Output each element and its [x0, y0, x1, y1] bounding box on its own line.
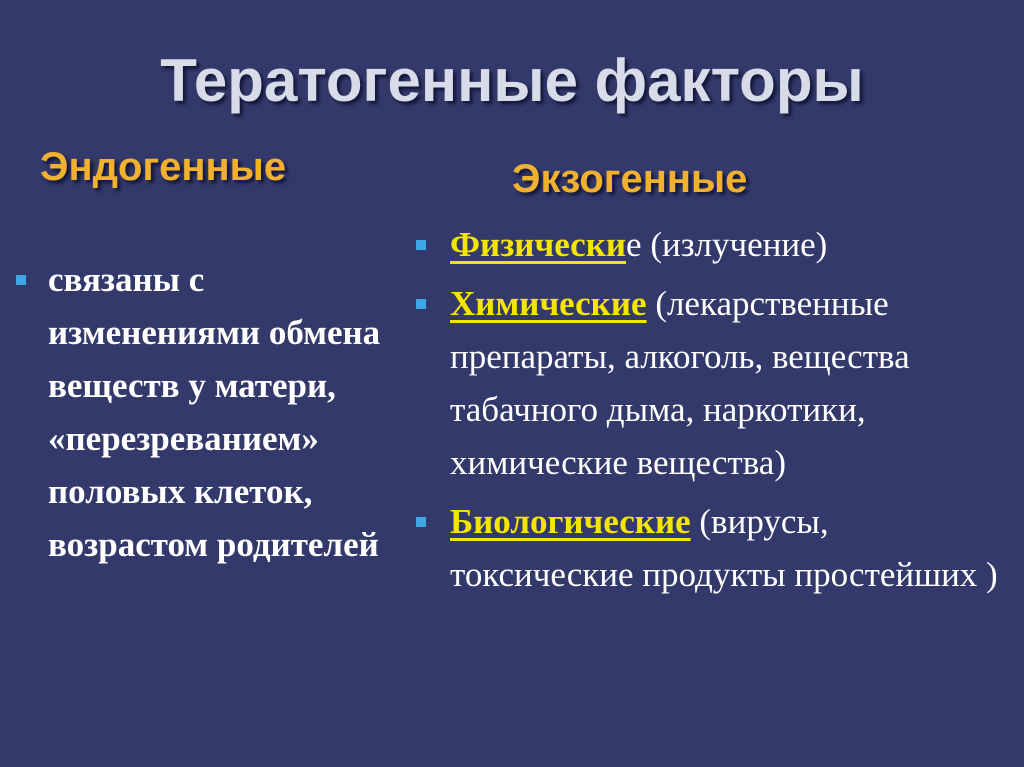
biological-keyword: Биологические — [450, 502, 691, 541]
exogenous-item-chemical — [450, 277, 1010, 489]
exogenous-list — [450, 218, 1010, 607]
square-bullet-icon — [416, 240, 426, 250]
exogenous-heading: Экзогенные — [512, 157, 748, 201]
endogenous-item-text: связаны с изменениями обмена веществ у матери, «перезреванием» половых клеток, возрастом родителей — [48, 260, 381, 564]
physical-keyword-tail: е — [626, 225, 642, 264]
exogenous-item-biological — [450, 495, 1010, 601]
square-bullet-icon — [416, 299, 426, 309]
endogenous-item — [48, 253, 413, 571]
endogenous-heading: Эндогенные — [40, 145, 287, 189]
square-bullet-icon — [416, 517, 426, 527]
chemical-detail: (лекарственные препараты, алкоголь, вещества табачного дыма, наркотики, химические вещества) — [450, 284, 910, 482]
slide-title: Тератогенные факторы — [160, 47, 864, 114]
physical-keyword: Физически — [450, 225, 627, 264]
biological-detail: (вирусы, токсические продукты простейших ) — [450, 502, 998, 594]
endogenous-list — [48, 253, 413, 577]
chemical-keyword: Химические — [450, 284, 647, 323]
physical-detail: (излучение) — [641, 225, 828, 264]
exogenous-item-physical — [450, 218, 1010, 271]
square-bullet-icon — [16, 275, 26, 285]
